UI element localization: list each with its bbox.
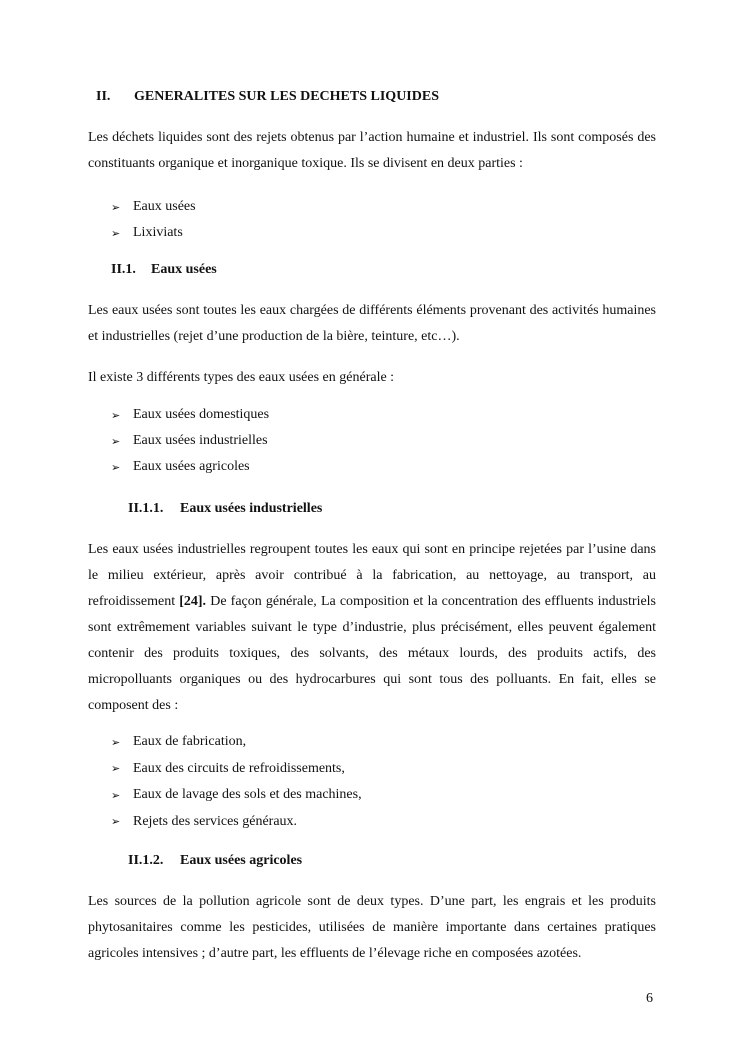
arrowhead-bullet-icon: ➢: [111, 227, 121, 240]
arrowhead-bullet-icon: ➢: [111, 763, 121, 776]
paragraph: Les sources de la pollution agricole sont de deux types. D’une part, les engrais et les produits phytosanitaires comme les pesticides, utilisées de manière importante dans certaines pratiques agricoles intensives ; d’autre part, les effluents de l’élevage riche en composées azotées.: [88, 894, 656, 961]
paragraph: Les eaux usées sont toutes les eaux chargées de différents éléments provenant des activités humaines et industrielles (rejet d’une production de la bière, teinture, etc…).: [88, 303, 656, 344]
arrowhead-bullet-icon: ➢: [111, 435, 121, 448]
list-item: ➢ Eaux usées domestiques: [111, 407, 270, 422]
subsubsection-number: II.1.2.: [128, 853, 164, 868]
section-heading: [96, 89, 439, 105]
subsubsection-title: Eaux usées industrielles: [180, 501, 323, 516]
subsubsection-heading: [128, 501, 322, 517]
page-number: 6: [646, 991, 653, 1006]
list-item: ➢ Eaux de fabrication,: [111, 734, 247, 750]
list-item: ➢ Eaux usées agricoles: [111, 459, 250, 474]
subsection-number: II.1.: [111, 262, 136, 277]
parts-list: [111, 194, 196, 246]
section-number: II.: [96, 89, 111, 104]
arrowhead-bullet-icon: ➢: [111, 736, 121, 749]
paragraph: Il existe 3 différents types des eaux usées en générale :: [88, 370, 395, 385]
list-item: ➢ Rejets des services généraux.: [111, 813, 298, 829]
section-title: GENERALITES SUR LES DECHETS LIQUIDES: [134, 89, 439, 104]
types-list: [111, 402, 269, 480]
arrowhead-bullet-icon: ➢: [111, 789, 121, 802]
arrowhead-bullet-icon: ➢: [111, 409, 121, 422]
subsection-title: Eaux usées: [151, 262, 217, 277]
subsubsection-title: Eaux usées agricoles: [180, 853, 303, 868]
paragraph: Les eaux usées industrielles regroupent toutes les eaux qui sont en principe rejetées par l’usine dans le milieu extérieur, après avoir contribué à la fabrication, au nettoyage, au transport, au refroidissement [24]. De façon générale, La composition et la concentration des effluents industriels sont extrêmement variables suivant le type d’industrie, plus précisément, elles peuvent également contenir des produits toxiques, des solvants, des métaux lourds, des produits actifs, des micropolluants organiques ou des hydrocarbures qui sont tous des polluants. En fait, elles se composent des :: [88, 542, 657, 713]
list-item: ➢ Eaux usées industrielles: [111, 433, 268, 448]
subsection-heading: [111, 262, 217, 278]
section-intro: Les déchets liquides sont des rejets obtenus par l’action humaine et industriel. Ils sont composés des constituants organique et inorganique toxique. Ils se divisent en deux parties :: [88, 130, 656, 171]
components-list: [111, 729, 362, 835]
arrowhead-bullet-icon: ➢: [111, 816, 121, 829]
citation-reference: [24].: [179, 594, 207, 609]
list-item: ➢ Eaux usées: [111, 199, 196, 214]
subsubsection-number: II.1.1.: [128, 501, 164, 516]
list-item: ➢ Lixiviats: [111, 225, 183, 240]
arrowhead-bullet-icon: ➢: [111, 201, 121, 214]
list-item: ➢ Eaux de lavage des sols et des machines,: [111, 787, 362, 803]
subsubsection-heading: [128, 853, 302, 869]
arrowhead-bullet-icon: ➢: [111, 461, 121, 474]
list-item: ➢ Eaux des circuits de refroidissements,: [111, 760, 345, 776]
